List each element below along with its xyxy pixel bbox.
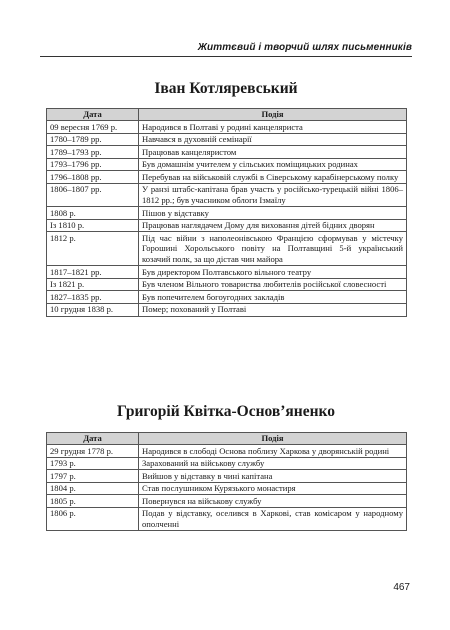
column-header-event: Подія — [139, 109, 407, 121]
table-row — [47, 146, 407, 159]
table-row — [47, 470, 407, 483]
table-row — [47, 207, 407, 220]
row-event: Народився в слободі Основа поблизу Харкова у дворянській родині — [139, 445, 407, 458]
table-row — [47, 278, 407, 291]
section-title-kvitka: Григорій Квітка-Основ’яненко — [116, 403, 336, 420]
column-header-date: Дата — [47, 433, 139, 445]
table-row — [47, 266, 407, 279]
row-date: 1808 р. — [47, 207, 139, 220]
row-date: 1827–1835 рр. — [47, 291, 139, 304]
row-date: 1780–1789 рр. — [47, 133, 139, 146]
row-event: Подав у відставку, оселився в Харкові, став комісаром у народному ополченні — [139, 507, 407, 530]
row-date: 1789–1793 рр. — [47, 146, 139, 159]
row-date: 1797 р. — [47, 470, 139, 483]
row-date: 1812 р. — [47, 232, 139, 266]
row-date: 1805 р. — [47, 495, 139, 508]
table-row — [47, 158, 407, 171]
row-event: Працював наглядачем Дому для виховання дітей бідних дворян — [139, 219, 407, 232]
table-row — [47, 232, 407, 266]
row-date: 1817–1821 рр. — [47, 266, 139, 279]
row-event: Був попечителем богоугодних закладів — [139, 291, 407, 304]
table-row — [47, 171, 407, 184]
row-date: 1793 р. — [47, 457, 139, 470]
chronology-table-kvitka — [46, 432, 407, 531]
row-event: Був директором Полтавського вільного театру — [139, 266, 407, 279]
row-date: 09 вересня 1769 р. — [47, 121, 139, 134]
row-event: Помер; похований у Полтаві — [139, 303, 407, 316]
chronology-table-kotliarevskyi — [46, 108, 407, 317]
row-event: Повернувся на військову службу — [139, 495, 407, 508]
column-header-date: Дата — [47, 109, 139, 121]
row-date: 29 грудня 1778 р. — [47, 445, 139, 458]
table-row — [47, 183, 407, 206]
row-event: Був членом Вільного товариства любителів російської словесності — [139, 278, 407, 291]
row-event: Пішов у відставку — [139, 207, 407, 220]
table-row — [47, 445, 407, 458]
table-row — [47, 495, 407, 508]
table-row — [47, 121, 407, 134]
row-date: 1793–1796 рр. — [47, 158, 139, 171]
row-date: 1796–1808 рр. — [47, 171, 139, 184]
header-rule — [40, 56, 412, 57]
table-row — [47, 482, 407, 495]
row-event: Навчався в духовній семінарії — [139, 133, 407, 146]
table-row — [47, 133, 407, 146]
row-date: Із 1810 р. — [47, 219, 139, 232]
row-date: 1806–1807 рр. — [47, 183, 139, 206]
row-event: Під час війни з наполеонівською Францією сформував у містечку Горошині Хорольського повіту на Полтавщині 5-й український козачий полк, за що дістав чин майора — [139, 232, 407, 266]
table-row — [47, 507, 407, 530]
table-row — [47, 457, 407, 470]
running-title: Життєвий і творчий шлях письменників — [197, 42, 412, 53]
row-event: У ранзі штабс-капітана брав участь у російсько-турецькій війні 1806–1812 рр.; був учасником облоги Ізмаїлу — [139, 183, 407, 206]
table-row — [47, 291, 407, 304]
row-event: Перебував на військовій службі в Сіверському карабінерському полку — [139, 171, 407, 184]
row-event: Зарахований на військову службу — [139, 457, 407, 470]
row-date: Із 1821 р. — [47, 278, 139, 291]
row-event: Став послушником Курязького монастиря — [139, 482, 407, 495]
row-event: Вийшов у відставку в чині капітана — [139, 470, 407, 483]
row-date: 10 грудня 1838 р. — [47, 303, 139, 316]
table-header-row — [47, 433, 407, 445]
section-title-kotliarevskyi: Іван Котляревський — [154, 80, 298, 97]
table-row — [47, 303, 407, 316]
row-date: 1806 р. — [47, 507, 139, 530]
row-event: Працював канцеляристом — [139, 146, 407, 159]
row-event: Народився в Полтаві у родині канцеляриста — [139, 121, 407, 134]
column-header-event: Подія — [139, 433, 407, 445]
row-event: Був домашнім учителем у сільських поміщицьких родинах — [139, 158, 407, 171]
table-row — [47, 219, 407, 232]
table-header-row — [47, 109, 407, 121]
row-date: 1804 р. — [47, 482, 139, 495]
page-number: 467 — [393, 582, 410, 593]
